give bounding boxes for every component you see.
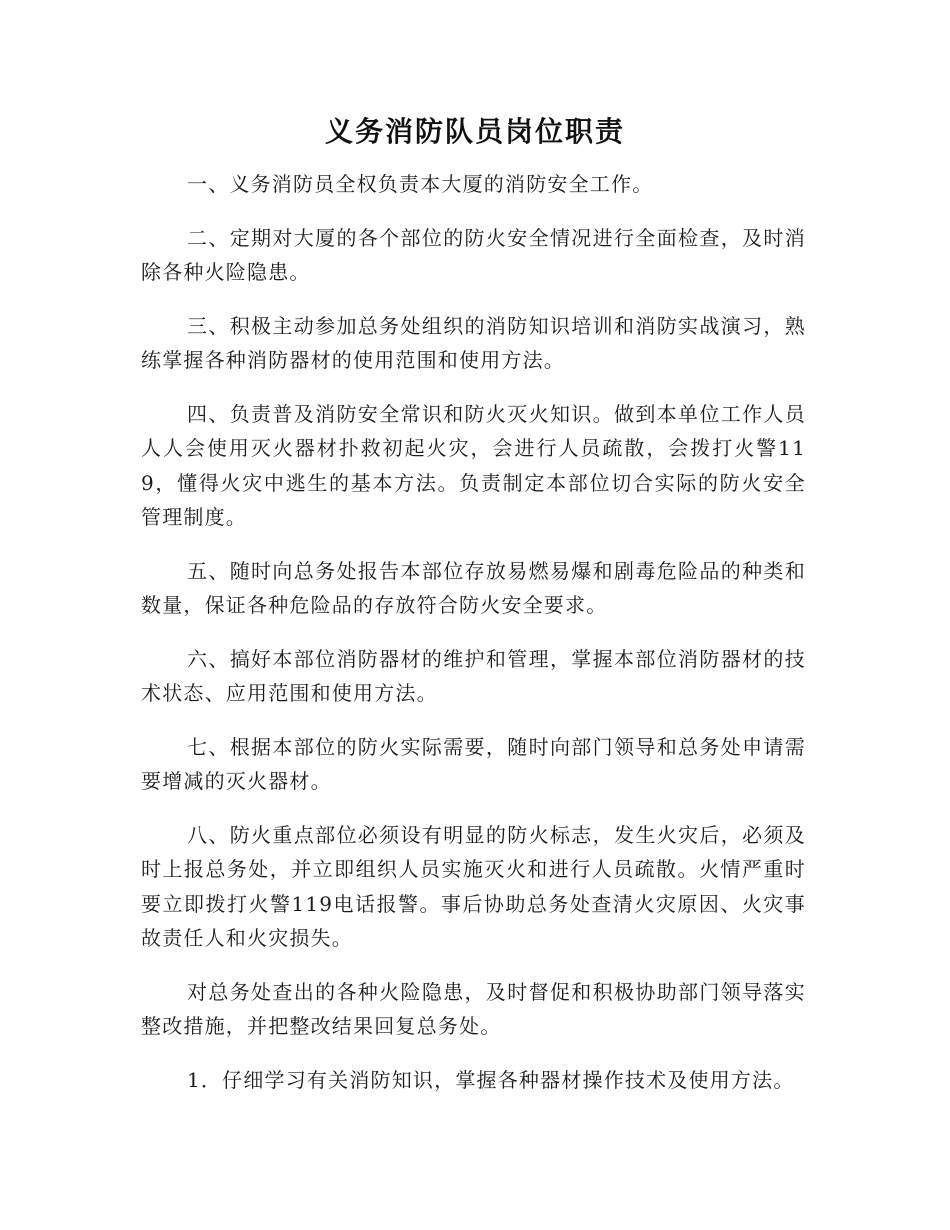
- document-body: [141, 167, 806, 1116]
- paragraph-10: 1．仔细学习有关消防知识，掌握各种器材操作技术及使用方法。: [187, 1067, 795, 1092]
- document-title: 义务消防队员岗位职责: [324, 115, 625, 148]
- paragraph-2: 二、定期对大厦的各个部位的防火安全情况进行全面检查，及时消除各种火险隐患。: [141, 225, 806, 284]
- paragraph-1: 一、义务消防员全权负责本大厦的消防安全工作。: [187, 172, 654, 196]
- paragraph-9: 对总务处查出的各种火险隐患，及时督促和积极协助部门领导落实整改措施，并把整改结果回复总务处。: [141, 979, 806, 1038]
- paragraph-4: 四、负责普及消防安全常识和防火灭火知识。做到本单位工作人员人人会使用灭火器材扑救初起火灾，会进行人员疏散，会拨打火警119，懂得火灾中逃生的基本方法。负责制定本部位切合实际的防火安全管理制度。: [141, 401, 806, 529]
- paragraph-7: 七、根据本部位的防火实际需要，随时向部门领导和总务处申请需要增减的灭火器材。: [141, 734, 806, 793]
- paragraph-3: 三、积极主动参加总务处组织的消防知识培训和消防实战演习，熟练掌握各种消防器材的使用范围和使用方法。: [141, 313, 806, 372]
- paragraph-5: 五、随时向总务处报告本部位存放易燃易爆和剧毒危险品的种类和数量，保证各种危险品的存放符合防火安全要求。: [141, 558, 806, 617]
- paragraph-8: 八、防火重点部位必须设有明显的防火标志，发生火灾后，必须及时上报总务处，并立即组织人员实施灭火和进行人员疏散。火情严重时要立即拨打火警119电话报警。事后协助总务处查清火灾原因、火灾事故责任人和火灾损失。: [141, 822, 806, 950]
- paragraph-6: 六、搞好本部位消防器材的维护和管理，掌握本部位消防器材的技术状态、应用范围和使用方法。: [141, 646, 806, 705]
